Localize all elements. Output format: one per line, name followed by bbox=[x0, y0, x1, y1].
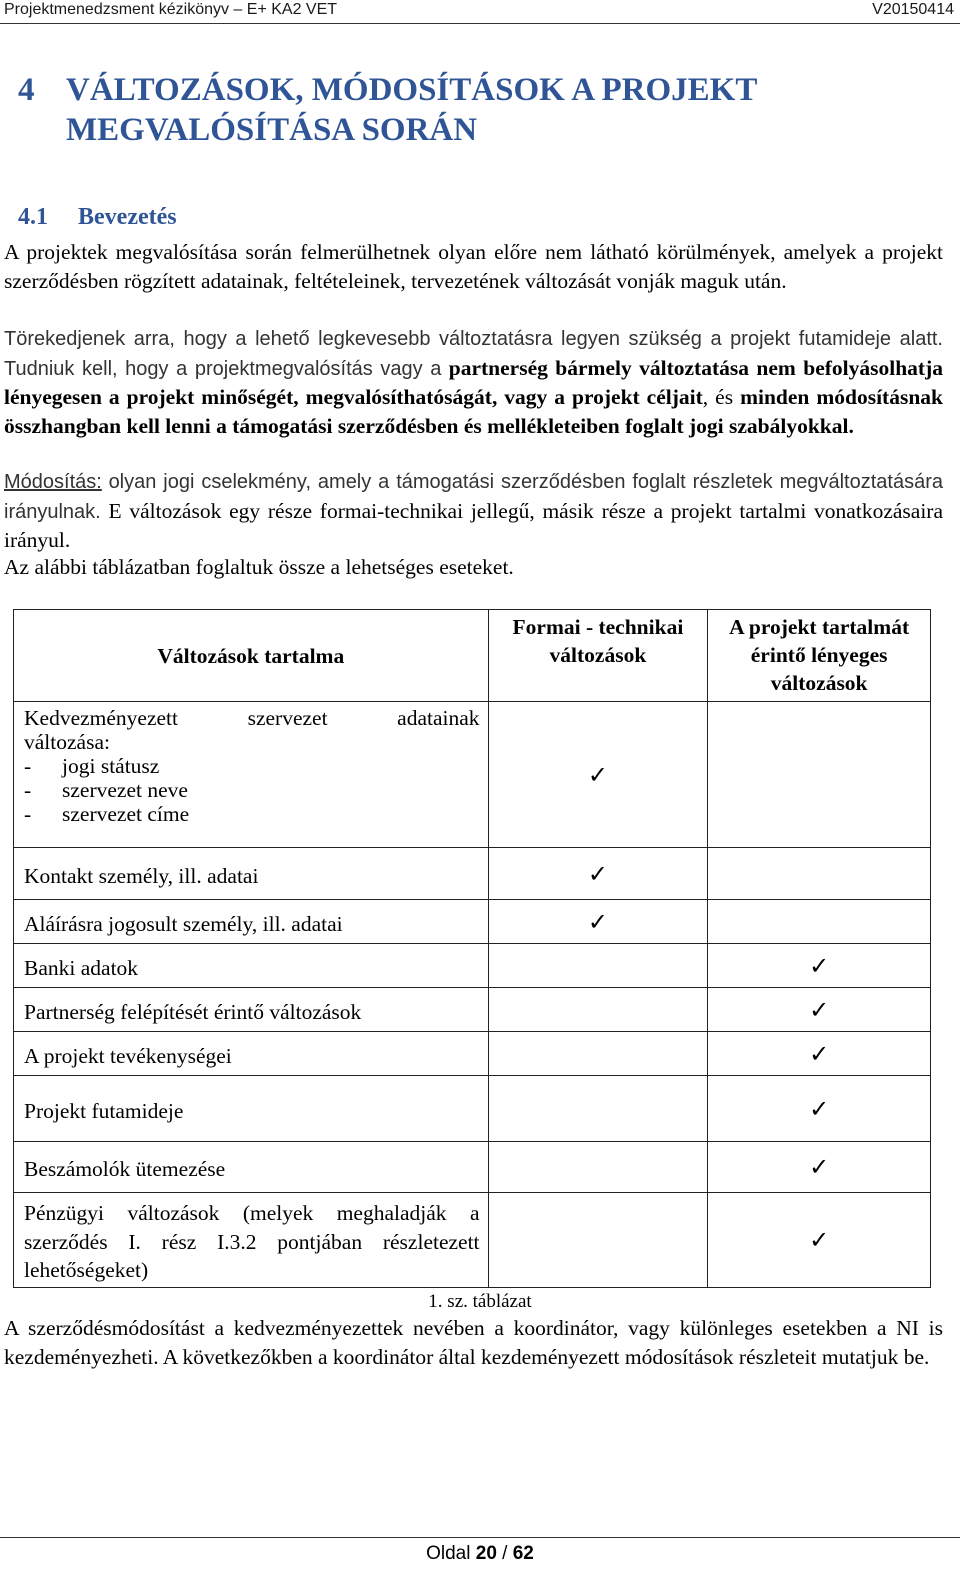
check-icon: ✓ bbox=[708, 944, 931, 988]
list-bullet: - bbox=[24, 754, 32, 778]
table-cell-label: A projekt tevékenységei bbox=[14, 1032, 489, 1076]
section-title: Bevezetés bbox=[78, 204, 177, 230]
check-icon bbox=[488, 1142, 708, 1193]
check-icon: ✓ bbox=[488, 848, 708, 900]
list-item bbox=[24, 778, 480, 802]
check-icon bbox=[488, 1032, 708, 1076]
table-cell-empty bbox=[708, 702, 931, 848]
paragraph-intro: A projektek megvalósítása során felmerülhetnek olyan előre nem látható körülmények, amelyek a projekt szerződésben rögzített adatainak, feltételeinek, tervezetének változását vonják maguk után. bbox=[4, 240, 943, 293]
paragraph-requirements-bold-1: partnerség bármely változtatása nem befolyásolhatja lényegesen a projekt minőségét, megvalósíthatóságát, vagy a projekt céljait bbox=[4, 355, 943, 410]
section-number: 4.1 bbox=[18, 204, 48, 230]
table-cell-label: Projekt futamideje bbox=[14, 1076, 489, 1142]
chapter-heading bbox=[18, 70, 938, 150]
check-icon bbox=[488, 1076, 708, 1142]
check-icon bbox=[488, 944, 708, 988]
table-cell-label: Aláírásra jogosult személy, ill. adatai bbox=[14, 900, 489, 944]
footer-separator: / bbox=[502, 1543, 508, 1564]
table-row bbox=[14, 900, 931, 944]
table-cell-label: Kontakt személy, ill. adatai bbox=[14, 848, 489, 900]
paragraph-requirements-bold-2: minden módosításnak összhangban kell lenni a támogatási szerződésben és mellékleteiben foglalt jogi szabályokkal. bbox=[4, 385, 943, 438]
table-row bbox=[14, 944, 931, 988]
check-icon: ✓ bbox=[488, 702, 708, 848]
table-row bbox=[14, 988, 931, 1032]
definition-extra: E változások egy része formai-technikai jellegű, másik része a projekt tartalmi vonatkozásaira irányul. bbox=[4, 498, 943, 553]
footer-prefix: Oldal bbox=[426, 1543, 471, 1564]
row-label-line bbox=[24, 706, 480, 730]
table-row bbox=[14, 848, 931, 900]
check-icon bbox=[488, 1193, 708, 1288]
header-cell-essential: A projekt tartalmát érintő lényeges változások bbox=[708, 610, 931, 702]
definition-text: olyan jogi cselekmény, amely a támogatási szerződésben foglalt részletek megváltoztatására irányulnak. bbox=[4, 471, 944, 523]
list-item-label: szervezet címe bbox=[62, 802, 190, 826]
table-caption: 1. sz. táblázat bbox=[428, 1291, 532, 1312]
header-cell-content: Változások tartalma bbox=[14, 610, 489, 702]
section-heading bbox=[18, 202, 177, 232]
row-label-line: változása: bbox=[24, 730, 110, 754]
row-label-word: adatainak bbox=[397, 706, 480, 730]
table-header-row bbox=[14, 610, 931, 702]
table-cell-label: Pénzügyi változások (melyek meghaladják a szerződés I. rész I.3.2 pontjában részletezett lehetőségeket) bbox=[14, 1193, 489, 1288]
table-cell-label bbox=[14, 702, 489, 848]
check-icon: ✓ bbox=[708, 1076, 931, 1142]
page-footer bbox=[0, 1543, 960, 1565]
paragraph-requirements bbox=[4, 324, 943, 440]
table-cell-label: Partnerség felépítését érintő változások bbox=[14, 988, 489, 1032]
header-version: V20150414 bbox=[872, 1, 954, 18]
paragraph-requirements-text: Törekedjenek arra, hogy a lehető legkevesebb változtatásra legyen szükség a projekt futamideje alatt. Tudniuk kell, hogy a projektmegvalósítás vagy a bbox=[4, 328, 943, 380]
list-item bbox=[24, 754, 480, 778]
paragraph-table-intro: Az alábbi táblázatban foglaltuk össze a lehetséges eseteket. bbox=[4, 555, 514, 579]
list-item-label: jogi státusz bbox=[62, 754, 160, 778]
check-icon: ✓ bbox=[488, 900, 708, 944]
check-icon bbox=[708, 848, 931, 900]
check-icon: ✓ bbox=[708, 1193, 931, 1288]
footer-divider bbox=[0, 1537, 960, 1538]
table-cell-label: Banki adatok bbox=[14, 944, 489, 988]
definition-term: Módosítás: bbox=[4, 471, 102, 493]
page-header bbox=[0, 0, 960, 24]
footer-page-number: 20 bbox=[475, 1543, 497, 1564]
check-icon: ✓ bbox=[708, 988, 931, 1032]
check-icon: ✓ bbox=[708, 1142, 931, 1193]
table-row bbox=[14, 1193, 931, 1288]
table-row bbox=[14, 1142, 931, 1193]
list-bullet: - bbox=[24, 778, 32, 802]
table-row bbox=[14, 1032, 931, 1076]
chapter-title: VÁLTOZÁSOK, MÓDOSÍTÁSOK A PROJEKT MEGVALÓSÍTÁSA SORÁN bbox=[66, 72, 757, 148]
list-item bbox=[24, 802, 480, 826]
check-icon bbox=[488, 988, 708, 1032]
paragraph-requirements-join: , és bbox=[702, 385, 734, 410]
check-icon bbox=[708, 900, 931, 944]
table-cell-label: Beszámolók ütemezése bbox=[14, 1142, 489, 1193]
header-doc-title: Projektmenedzsment kézikönyv – E+ KA2 VET bbox=[4, 1, 338, 18]
table-row bbox=[14, 1076, 931, 1142]
chapter-number: 4 bbox=[18, 72, 35, 108]
changes-table bbox=[13, 609, 931, 1288]
row-label-word: Kedvezményezett bbox=[24, 706, 178, 730]
table-row bbox=[14, 702, 931, 848]
paragraph-definition bbox=[4, 467, 943, 555]
check-icon: ✓ bbox=[708, 1032, 931, 1076]
list-item-label: szervezet neve bbox=[62, 778, 188, 802]
list-bullet: - bbox=[24, 802, 32, 826]
header-divider bbox=[0, 23, 960, 24]
footer-page-total: 62 bbox=[512, 1543, 534, 1564]
header-cell-formal: Formai - technikai változások bbox=[488, 610, 708, 702]
paragraph-closing: A szerződésmódosítást a kedvezményezettek nevében a koordinátor, vagy különleges esetekben a NI is kezdeményezheti. A következőkben a koordinátor által kezdeményezett módosítások részleteit mutatjuk be. bbox=[4, 1316, 943, 1369]
row-label-word: szervezet bbox=[247, 706, 328, 730]
